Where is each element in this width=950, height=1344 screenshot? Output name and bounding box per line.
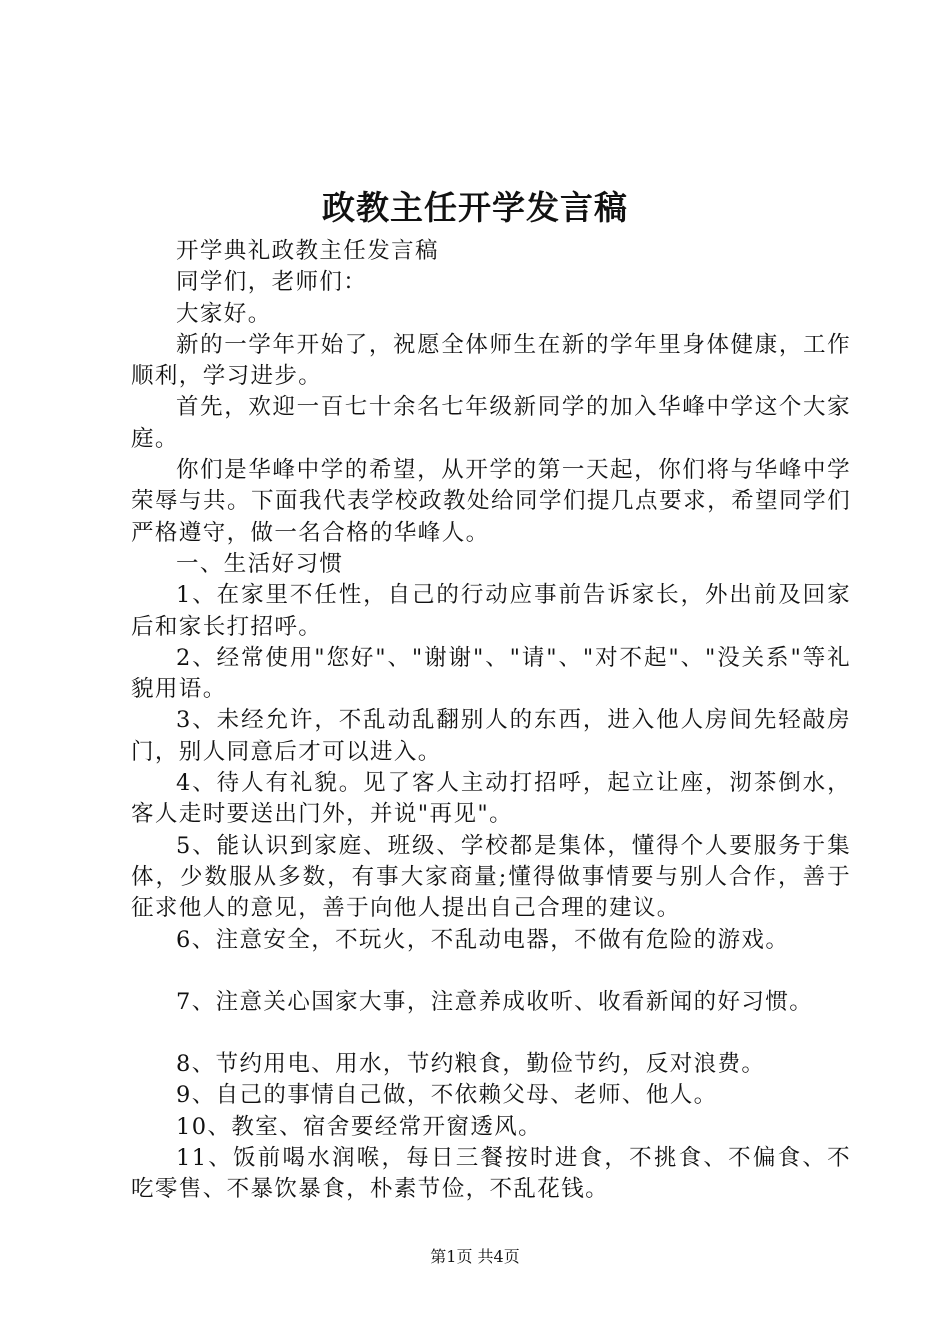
section-heading: 一、生活好习惯 — [176, 550, 344, 577]
list-item: 5、能认识到家庭、班级、学校都是集体，懂得个人要服务于集体，少数服从多数，有事大家商量;懂得做事情要与别人合作，善于征求他人的意见，善于向他人提出自己合理的建议。 — [131, 832, 851, 922]
page-footer: 第1页 共4页 — [430, 1247, 520, 1266]
list-item: 7、注意关心国家大事，注意养成收听、收看新闻的好习惯。 — [176, 988, 814, 1015]
paragraph-subtitle: 开学典礼政教主任发言稿 — [176, 238, 439, 264]
paragraph: 新的一学年开始了，祝愿全体师生在新的学年里身体健康，工作顺利，学习进步。 — [131, 331, 851, 390]
document-title: 政教主任开学发言稿 — [322, 188, 628, 227]
list-item: 8、节约用电、用水，节约粮食，勤俭节约，反对浪费。 — [176, 1051, 766, 1078]
list-item: 1、在家里不任性，自己的行动应事前告诉家长，外出前及回家后和家长打招呼。 — [131, 582, 851, 640]
paragraph-greeting: 大家好。 — [176, 300, 272, 327]
list-item: 3、未经允许，不乱动乱翻别人的东西，进入他人房间先轻敲房门，别人同意后才可以进入。 — [131, 707, 851, 765]
list-item: 9、自己的事情自己做，不依赖父母、老师、他人。 — [176, 1082, 718, 1109]
list-item: 6、注意安全，不玩火，不乱动电器，不做有危险的游戏。 — [176, 926, 790, 953]
paragraph-salutation: 同学们，老师们： — [176, 269, 368, 296]
paragraph: 你们是华峰中学的希望，从开学的第一天起，你们将与华峰中学荣辱与共。下面我代表学校政教处给同学们提几点要求，希望同学们严格遵守，做一名合格的华峰人。 — [131, 457, 851, 546]
paragraph: 首先，欢迎一百七十余名七年级新同学的加入华峰中学这个大家庭。 — [131, 394, 851, 452]
list-item: 11、饭前喝水润喉，每日三餐按时进食，不挑食、不偏食、不吃零售、不暴饮暴食，朴素节俭，不乱花钱。 — [131, 1145, 851, 1203]
document-body — [131, 236, 851, 1206]
list-item: 4、待人有礼貌。见了客人主动打招呼，起立让座，沏茶倒水，客人走时要送出门外，并说"再见"。 — [131, 770, 851, 828]
list-item: 2、经常使用"您好"、"谢谢"、"请"、"对不起"、"没关系"等礼貌用语。 — [131, 644, 851, 703]
list-item: 10、教室、宿舍要经常开窗透风。 — [176, 1113, 543, 1140]
